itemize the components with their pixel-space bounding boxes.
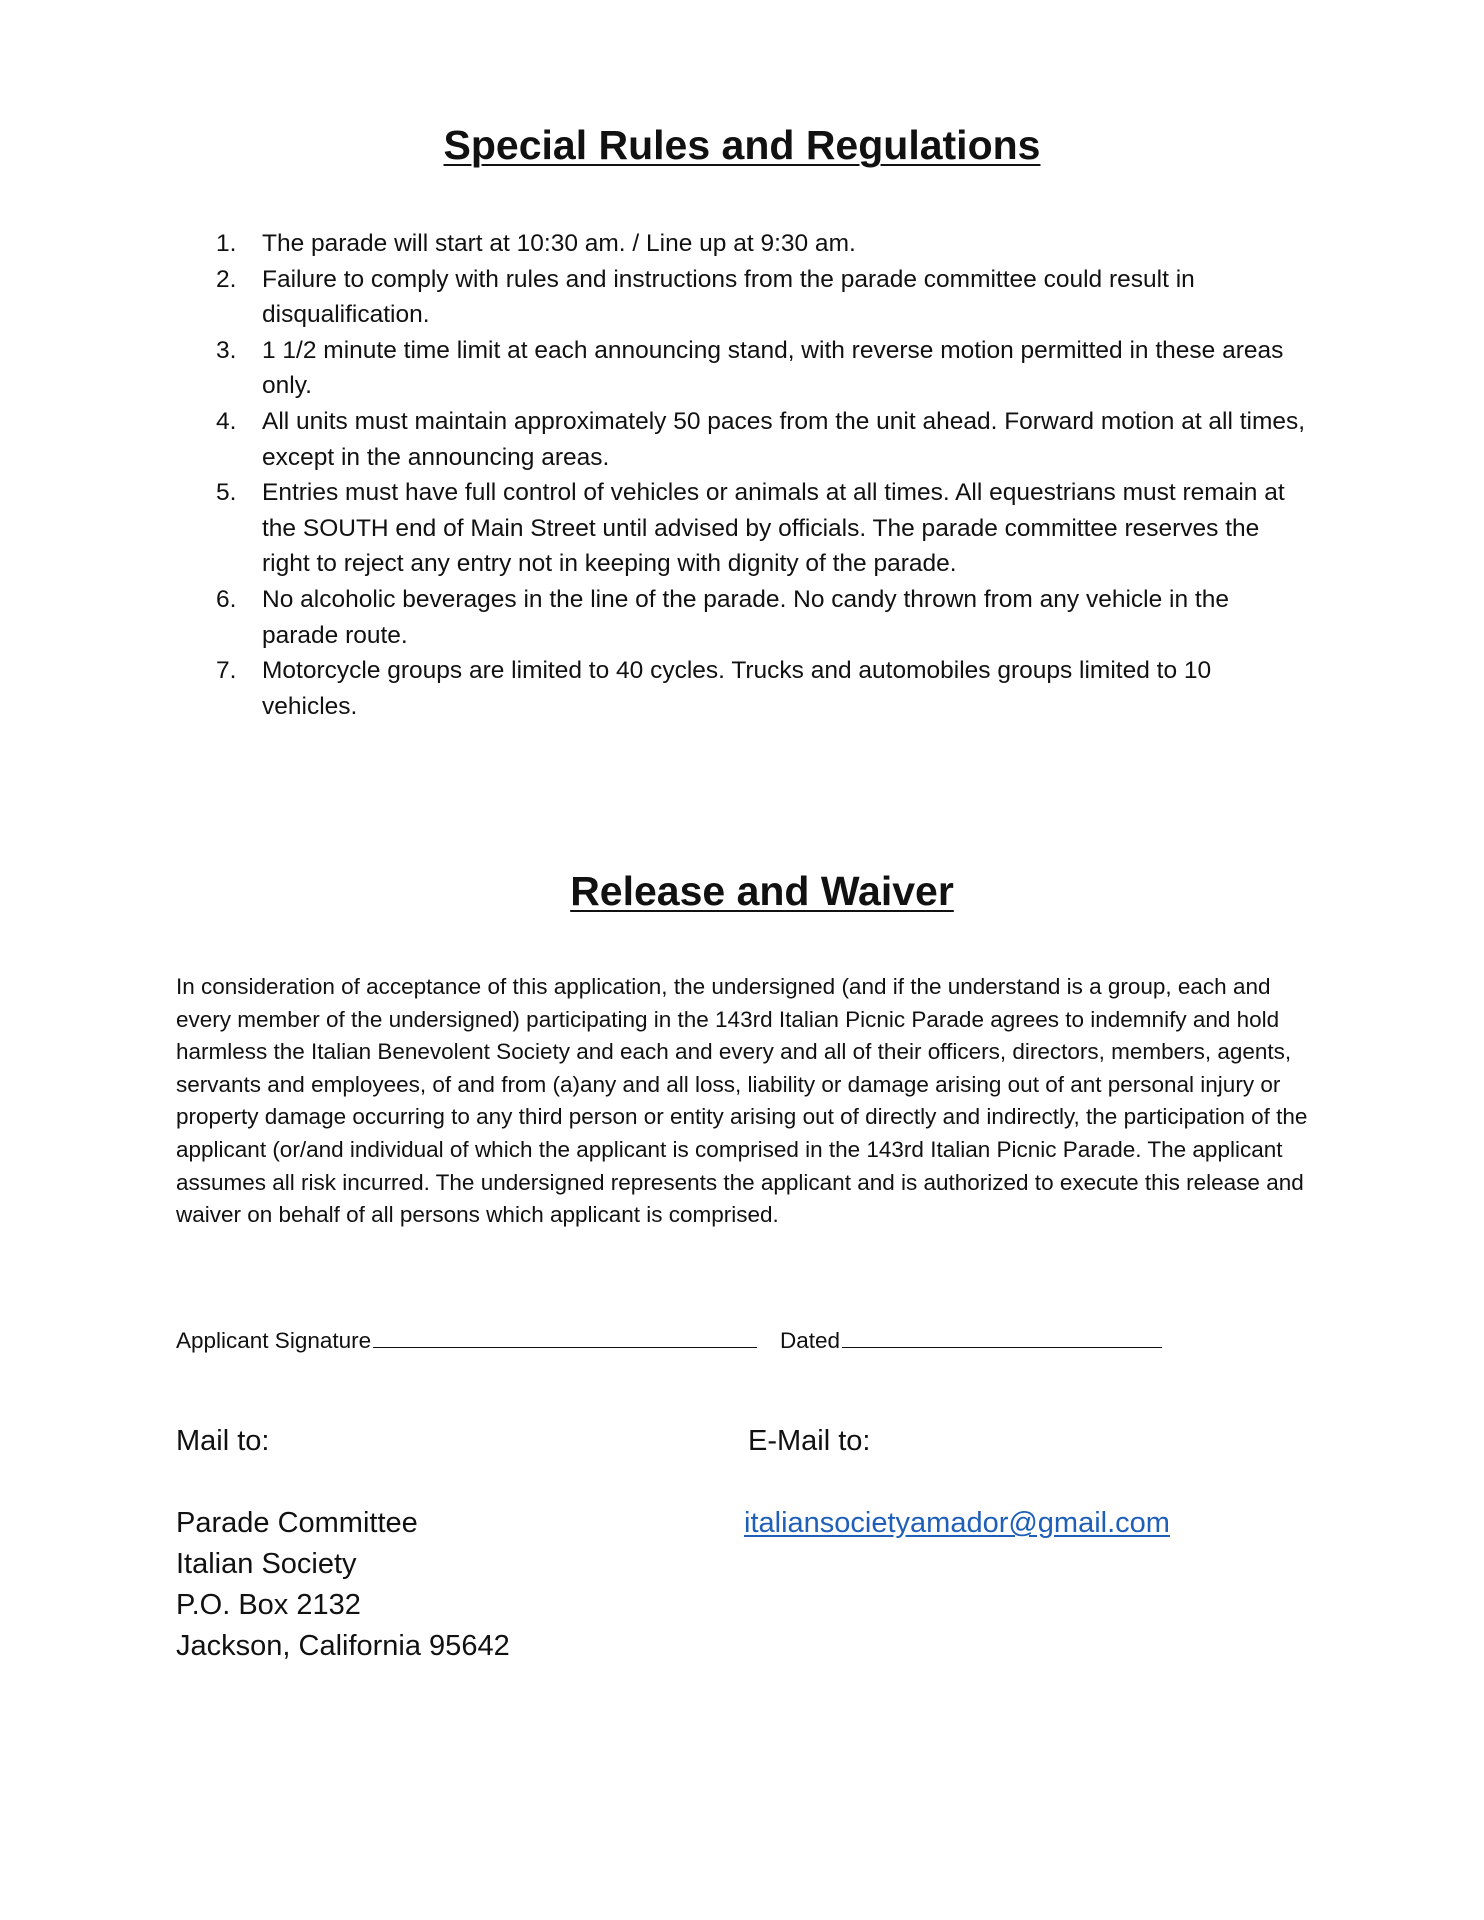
rule-number: 3. <box>216 336 237 364</box>
rule-item <box>216 333 1306 404</box>
email-link[interactable]: italiansocietyamador@gmail.com <box>744 1507 1170 1539</box>
applicant-signature-blank[interactable] <box>373 1325 757 1348</box>
mailing-address <box>176 1503 510 1667</box>
address-line: Jackson, California 95642 <box>176 1630 510 1662</box>
rule-number: 6. <box>216 585 237 613</box>
rule-text: All units must maintain approximately 50 paces from the unit ahead. Forward motion at all times, except in the announcing areas. <box>262 407 1306 471</box>
address-line: P.O. Box 2132 <box>176 1589 361 1621</box>
address-line: Parade Committee <box>176 1507 418 1539</box>
rule-item <box>216 475 1306 582</box>
rule-text: No alcoholic beverages in the line of the parade. No candy thrown from any vehicle in the parade route. <box>262 585 1229 649</box>
dated-label: Dated <box>780 1328 841 1353</box>
dated-blank[interactable] <box>842 1325 1162 1348</box>
rule-text: Entries must have full control of vehicles or animals at all times. All equestrians must remain at the SOUTH end of Main Street until advised by officials. The parade committee reserves the right to reject any entry not in keeping with dignity of the parade. <box>262 479 1285 578</box>
rule-item <box>216 226 1306 262</box>
rule-number: 1. <box>216 230 237 257</box>
rule-item <box>216 262 1306 333</box>
rule-text: Motorcycle groups are limited to 40 cycles. Trucks and automobiles groups limited to 10 vehicles. <box>262 657 1212 720</box>
rules-heading: Special Rules and Regulations <box>443 122 1041 168</box>
applicant-signature-field[interactable] <box>176 1325 757 1356</box>
rule-text: Failure to comply with rules and instructions from the parade committee could result in disqualification. <box>262 265 1195 329</box>
rule-text: The parade will start at 10:30 am. / Line up at 9:30 am. <box>262 230 856 257</box>
email-to-label: E-Mail to: <box>748 1425 871 1457</box>
rules-list <box>216 226 1306 724</box>
mail-to-label: Mail to: <box>176 1425 270 1457</box>
rule-number: 4. <box>216 407 237 435</box>
rule-number: 2. <box>216 265 237 293</box>
rule-number: 7. <box>216 657 237 685</box>
waiver-heading: Release and Waiver <box>570 868 954 914</box>
rule-item <box>216 653 1306 724</box>
applicant-signature-label: Applicant Signature <box>176 1328 372 1353</box>
rule-item <box>216 404 1306 475</box>
rule-number: 5. <box>216 479 237 507</box>
rule-item <box>216 582 1306 653</box>
dated-field[interactable] <box>780 1325 1162 1356</box>
address-line: Italian Society <box>176 1548 357 1580</box>
rule-text: 1 1/2 minute time limit at each announcing stand, with reverse motion permitted in these areas only. <box>262 336 1284 400</box>
waiver-body: In consideration of acceptance of this application, the undersigned (and if the understand is a group, each and every member of the undersigned) participating in the 143rd Italian Picnic Parade agrees to indemnify and hold harmless the Italian Benevolent Society and each and every and all of their officers, directors, members, agents, servants and employees, of and from (a)any and all loss, liability or damage arising out of ant personal injury or property damage occurring to any third person or entity arising out of directly and indirectly, the participation of the applicant (or/and individual of which the applicant is comprised in the 143rd Italian Picnic Parade. The applicant assumes all risk incurred. The undersigned represents the applicant and is authorized to execute this release and waiver on behalf of all persons which applicant is comprised. <box>176 974 1308 1228</box>
